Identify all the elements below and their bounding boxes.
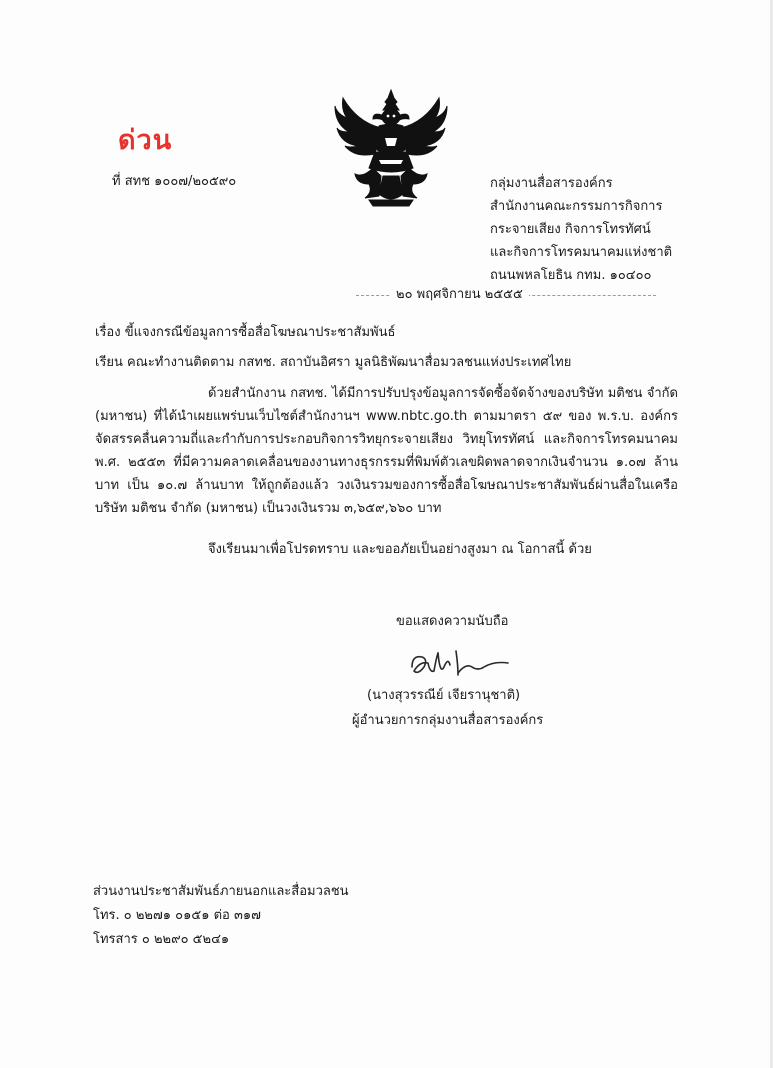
urgent-stamp: ด่วน [118,125,173,156]
sender-line: สำนักงานคณะกรรมการกิจการ [490,199,663,214]
contact-footer [93,880,349,952]
body-paragraph: ด้วยสำนักงาน กสทช. ได้มีการปรับปรุงข้อมูลการจัดซื้อจัดจ้างของบริษัท มติชน จำกัด (มหาชน) ที่ได้นำเผยแพร่บนเว็บไซต์สำนักงานฯ www.nbtc.go.th ตามมาตรา ๕๙ ของ พ.ร.บ. องค์กรจัดสรรคลื่นความถี่และกำกับการประกอบกิจการวิทยุกระจายเสียง วิทยุโทรทัศน์ และกิจการโทรคมนาคม พ.ศ. ๒๕๕๓ ที่มีความคลาดเคลื่อนของงานทางธุรกรรมที่พิมพ์ตัวเลขผิดพลาดจากเงินจำนวน ๑.๐๗ ล้านบาท เป็น ๑๐.๗ ล้านบาท ให้ถูกต้องแล้ว วงเงินรวมของการซื้อสื่อโฆษณาประชาสัมพันธ์ผ่านสื่อในเครือบริษัท มติชน จำกัด (มหาชน) เป็นวงเงินรวม ๓,๖๕๙,๖๖๐ บาท [95,386,678,516]
letter-body [95,382,678,520]
sender-address [490,172,672,287]
footer-line: โทรสาร ๐ ๒๒๙๐ ๕๒๔๑ [93,932,230,947]
closing-salutation: ขอแสดงความนับถือ [396,614,509,629]
signer-name: (นางสุวรรณีย์ เจียรานุชาติ) [367,688,521,703]
footer-line: โทร. ๐ ๒๒๗๑ ๐๑๕๑ ต่อ ๓๑๗ [93,908,261,923]
sender-line: ถนนพหลโยธิน กทม. ๑๐๔๐๐ [490,268,652,283]
letter-date: ๒๐ พฤศจิกายน ๒๕๕๕ [390,285,529,304]
letter-recipient: เรียน คณะทำงานติดตาม กสทช. สถาบันอิศรา มูลนิธิพัฒนาสื่อมวลชนแห่งประเทศไทย [95,355,572,370]
signer-title: ผู้อำนวยการกลุ่มงานสื่อสารองค์กร [352,713,544,728]
letter-date-line [356,283,656,305]
sender-line: และกิจการโทรคมนาคมแห่งชาติ [490,245,673,260]
sender-line: กระจายเสียง กิจการโทรทัศน์ [490,222,651,237]
signature-icon [408,645,512,685]
garuda-emblem-icon [333,88,449,208]
document-reference: ที่ สทช ๑๐๐๗/๒๐๕๙๐ [112,174,237,189]
closing-paragraph: จึงเรียนมาเพื่อโปรดทราบ และขออภัยเป็นอย่างสูงมา ณ โอกาสนี้ ด้วย [208,542,592,557]
footer-line: ส่วนงานประชาสัมพันธ์ภายนอกและสื่อมวลชน [93,884,349,899]
letter-subject: เรื่อง ขี้แจงกรณีข้อมูลการซื้อสื่อโฆษณาประชาสัมพันธ์ [95,325,396,340]
sender-line: กลุ่มงานสื่อสารองค์กร [490,176,613,191]
